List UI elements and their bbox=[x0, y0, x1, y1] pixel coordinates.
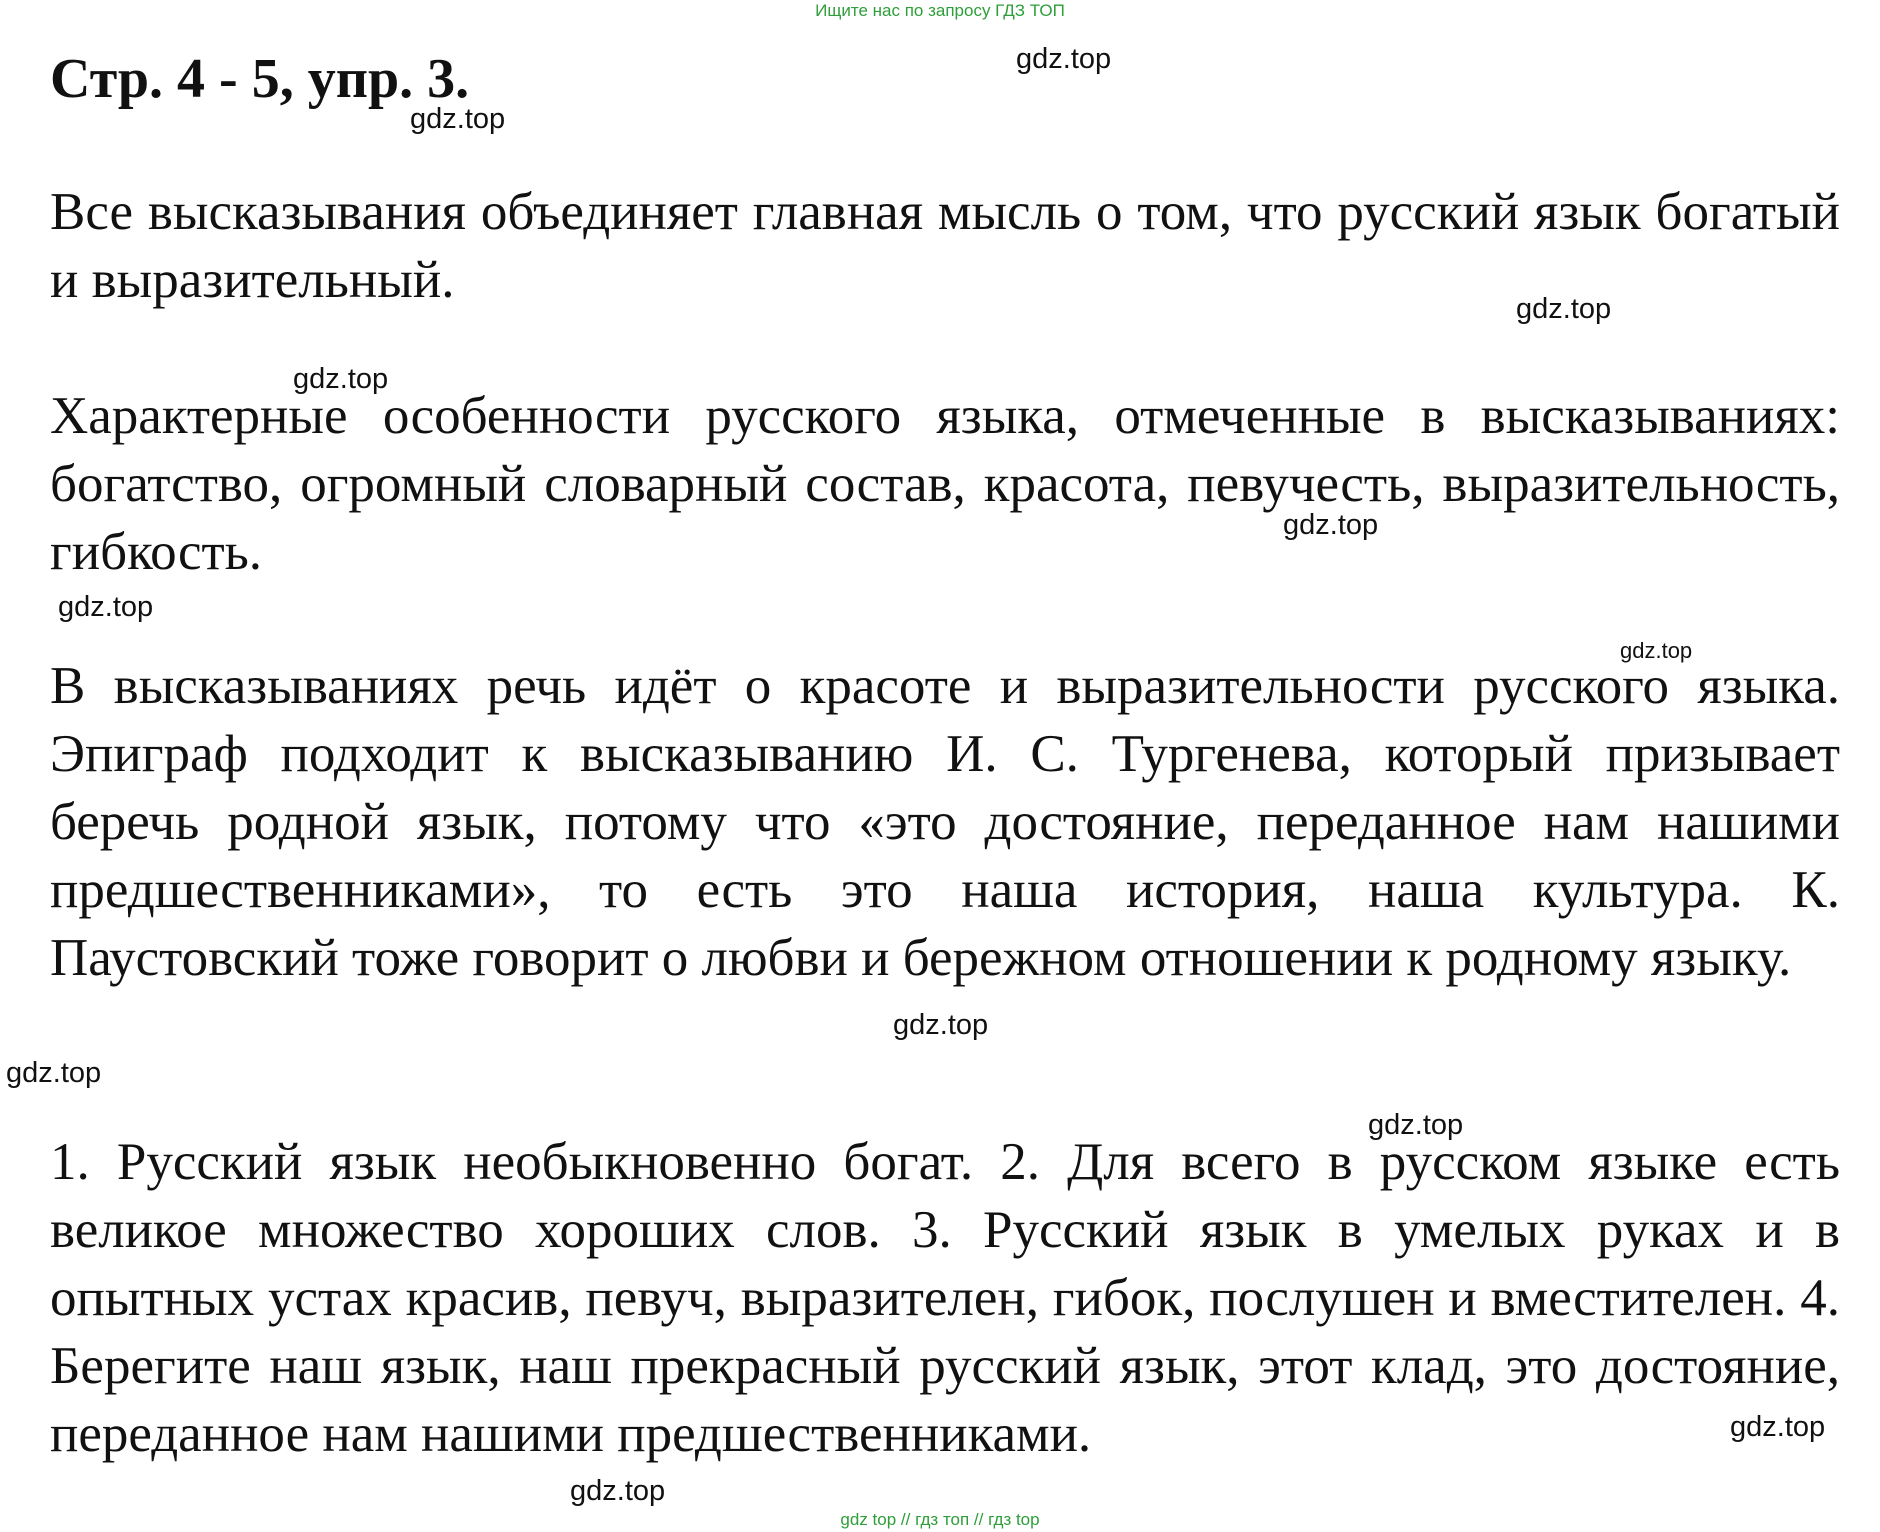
watermark: gdz.top bbox=[1516, 293, 1612, 325]
paragraph-epigraph: В высказываниях речь идёт о красоте и выразительности русского языка. Эпиграф подходит к высказыванию И. С. Тургенева, который призывает беречь родной язык, потому что «это достояние, переданное нам нашими предшественниками», то есть это наша история, наша культура. К. Паустовский тоже говорит о любви и бережном отношении к родному языку. bbox=[50, 657, 1840, 987]
watermark: gdz.top bbox=[1620, 638, 1693, 663]
watermark: gdz.top bbox=[293, 363, 389, 395]
paragraph-features: Характерные особенности русского языка, отмеченные в высказываниях: богатство, огромный словарный состав, красота, певучесть, выразительность, гибкость. bbox=[50, 387, 1840, 581]
footer-watermark: gdz top // гдз топ // гдз top bbox=[840, 1510, 1040, 1529]
watermark: gdz.top bbox=[1730, 1411, 1826, 1443]
watermark: gdz.top bbox=[6, 1057, 102, 1089]
top-banner: Ищите нас по запросу ГДЗ ТОП bbox=[815, 1, 1065, 20]
watermark: gdz.top bbox=[1368, 1109, 1464, 1141]
watermark: gdz.top bbox=[1016, 43, 1112, 75]
paragraph-plan: 1. Русский язык необыкновенно богат. 2. Для всего в русском языке есть великое множество хороших слов. 3. Русский язык в умелых руках и в опытных устах красив, певуч, выразителен, гибок, послушен и вместителен. 4. Берегите наш язык, наш прекрасный русский язык, этот клад, это достояние, переданное нам нашими предшественниками. bbox=[50, 1133, 1840, 1463]
watermark: gdz.top bbox=[1283, 509, 1379, 541]
watermark: gdz.top bbox=[893, 1009, 989, 1041]
watermark: gdz.top bbox=[570, 1475, 666, 1507]
paragraph-main-idea: Все высказывания объединяет главная мысль о том, что русский язык богатый и выразительный. bbox=[50, 183, 1840, 309]
watermark: gdz.top bbox=[58, 591, 154, 623]
watermark: gdz.top bbox=[410, 103, 506, 135]
exercise-title: Стр. 4 - 5, упр. 3. bbox=[50, 48, 470, 110]
